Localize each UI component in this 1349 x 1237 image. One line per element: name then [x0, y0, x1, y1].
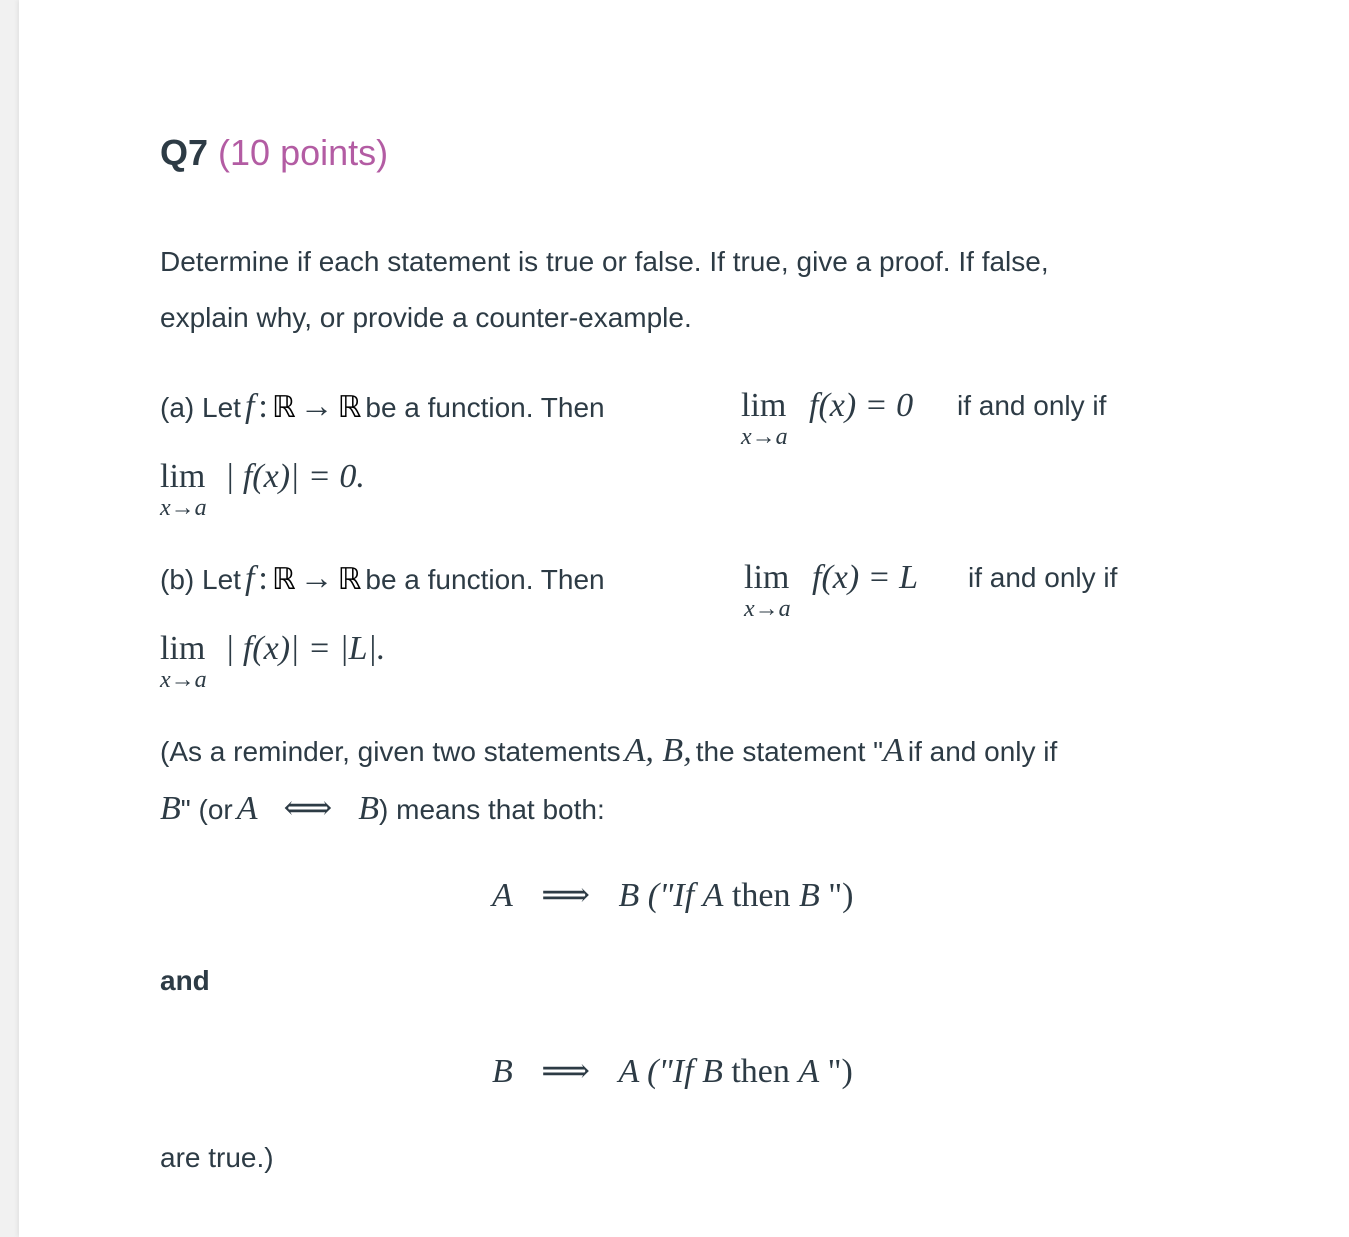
part-a-expr-2: | f(x)| = 0.: [225, 458, 365, 495]
part-b-lim-sub-2: x→a: [160, 667, 207, 693]
part-a-line-1: [160, 388, 605, 426]
part-a-f: f: [244, 388, 255, 425]
part-a-lim-2: lim: [160, 458, 206, 495]
part-a-label: (a) Let: [160, 392, 241, 423]
part-a-text-1: be a function. Then: [365, 392, 605, 423]
eq2-then: then: [731, 1053, 790, 1090]
reminder-text-1: (As a reminder, given two statements: [160, 736, 621, 767]
reminder-a-2: A: [236, 790, 258, 827]
part-a-expr: f(x) = 0: [809, 387, 914, 424]
question-points: (10 points): [218, 132, 389, 173]
question-number: Q7: [160, 132, 209, 173]
part-a-codomain: ℝ: [337, 390, 362, 425]
eq2-rhs: A ("If: [618, 1053, 694, 1090]
reminder-b-2: B: [358, 790, 380, 827]
part-b-colon: :: [258, 560, 268, 597]
eq2-end-var: A: [798, 1053, 820, 1090]
reminder-b: B: [160, 790, 181, 827]
iff-symbol: ⟺: [283, 790, 333, 827]
part-a-lim: lim: [741, 387, 787, 424]
closing-text: are true.): [160, 1142, 274, 1173]
reminder-line-1: [160, 732, 1057, 770]
eq2-lhs: B: [492, 1053, 513, 1090]
part-b-text-1: be a function. Then: [365, 564, 605, 595]
eq1-lhs: A: [492, 877, 513, 914]
intro-line-1: Determine if each statement is true or false. If true, give a proof. If false,: [160, 246, 1049, 277]
eq1-mid-var: A: [702, 877, 724, 914]
part-a-domain: ℝ: [271, 390, 296, 425]
part-b-line-1: [160, 560, 605, 598]
part-b-lim-2: lim: [160, 630, 206, 667]
equation-1: [492, 875, 853, 915]
eq2-mid-var: B: [702, 1053, 723, 1090]
part-b-codomain: ℝ: [337, 562, 362, 597]
part-a-colon: :: [258, 388, 268, 425]
intro-line-2: explain why, or provide a counter-example.: [160, 302, 692, 333]
part-b-lim: lim: [744, 559, 790, 596]
reminder-text-5: ) means that both:: [379, 794, 605, 825]
equation-2: [492, 1051, 853, 1091]
part-b-text-2: if and only if: [968, 562, 1118, 593]
eq1-then: then: [731, 877, 791, 914]
question-title: [160, 132, 388, 174]
question-page: [19, 0, 1349, 1237]
reminder-a: A: [883, 732, 904, 769]
part-b-f: f: [244, 560, 255, 597]
part-a-arrow: →: [299, 388, 334, 425]
part-b-expr-2: | f(x)| = |L|.: [225, 630, 386, 667]
reminder-text-3: if and only if: [907, 736, 1058, 767]
reminder-vars: A, B,: [624, 732, 692, 769]
reminder-text-4: " (or: [180, 794, 233, 825]
eq1-implies: ⟹: [541, 877, 591, 914]
part-a-text-2: if and only if: [957, 390, 1107, 421]
eq2-close: "): [827, 1053, 853, 1090]
eq1-end-var: B: [799, 877, 820, 914]
part-b-domain: ℝ: [271, 562, 296, 597]
eq1-close: "): [828, 877, 854, 914]
and-label: and: [160, 965, 210, 996]
part-a-lim-sub-2: x→a: [160, 495, 207, 521]
reminder-text-2: the statement ": [695, 736, 884, 767]
eq2-implies: ⟹: [541, 1053, 591, 1090]
reminder-line-2: [160, 788, 605, 828]
part-b-arrow: →: [299, 560, 334, 597]
eq1-rhs: B ("If: [618, 877, 695, 914]
part-a-lim-sub: x→a: [741, 424, 788, 450]
part-b-label: (b) Let: [160, 564, 241, 595]
part-b-expr: f(x) = L: [812, 559, 919, 596]
part-b-lim-sub: x→a: [744, 596, 791, 622]
